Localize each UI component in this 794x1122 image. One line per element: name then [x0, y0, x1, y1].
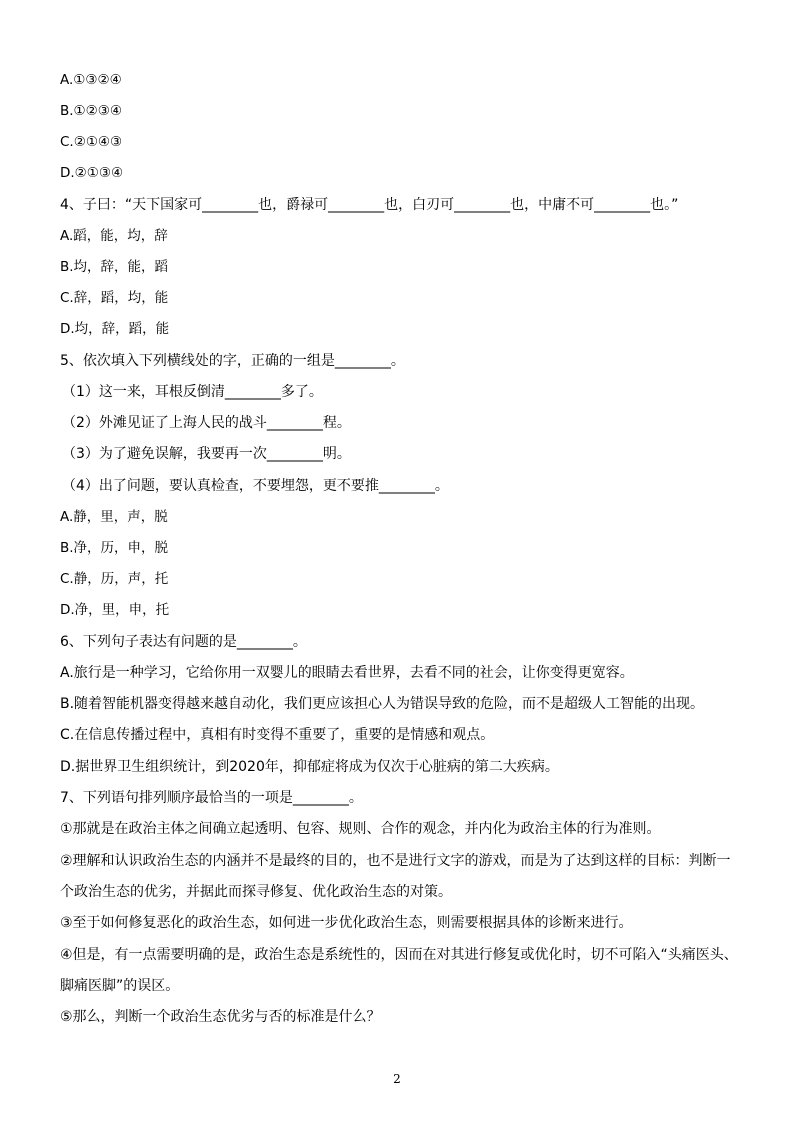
option-b-q4: B.均，辞，能，蹈	[60, 259, 169, 275]
question-5-item-1: （1）这一来，耳根反倒清________多了。	[62, 384, 323, 400]
question-5-item-3: （3）为了避免误解，我要再一次________明。	[62, 446, 351, 462]
sentence-2: ②理解和认识政治生态的内涵并不是最终的目的，也不是进行文字的游戏，而是为了达到这样的目标：判断一个政治生态的优劣，并据此而探寻修复、优化政治生态的对策。	[60, 853, 731, 900]
option-c-q5: C.静，历，声，托	[60, 571, 169, 587]
option-d-q5: D.净，里，申，托	[60, 602, 170, 618]
sentence-4: ④但是，有一点需要明确的是，政治生态是系统性的，因而在对其进行修复或优化时，切不可陷入“头痛医头、脚痛医脚”的误区。	[60, 947, 738, 994]
option-a-q5: A.静，里，声，脱	[60, 509, 168, 525]
question-5-item-2: （2）外滩见证了上海人民的战斗________程。	[62, 415, 351, 431]
sentence-3: ③至于如何修复恶化的政治生态，如何进一步优化政治生态，则需要根据具体的诊断来进行。	[60, 915, 633, 931]
sentence-5: ⑤那么，判断一个政治生态优劣与否的标准是什么？	[60, 1009, 381, 1025]
option-a-q6: A.旅行是一种学习，它给你用一双婴儿的眼睛去看世界，去看不同的社会，让你变得更宽容。	[60, 665, 634, 681]
option-d-q3: D.②①③④	[60, 165, 124, 181]
option-a-q3: A.①③②④	[60, 72, 122, 88]
option-b-q6: B.随着智能机器变得越来越自动化，我们更应该担心人为错误导致的危险，而不是超级人工智能的出现。	[60, 696, 705, 712]
option-d-q6: D.据世界卫生组织统计，到2020年，抑郁症将成为仅次于心脏病的第二大疾病。	[60, 759, 559, 775]
question-5: 5、依次填入下列横线处的字，正确的一组是________。	[60, 353, 405, 369]
option-b-q5: B.净，历，申，脱	[60, 540, 169, 556]
question-5-item-4: （4）出了问题，要认真检查，不要埋怨，更不要推________。	[62, 478, 449, 494]
option-c-q4: C.辞，蹈，均，能	[60, 290, 169, 306]
option-a-q4: A.蹈，能，均，辞	[60, 228, 168, 244]
page-number: 2	[393, 1072, 401, 1086]
option-c-q6: C.在信息传播过程中，真相有时变得不重要了，重要的是情感和观点。	[60, 727, 495, 743]
option-d-q4: D.均，辞，蹈，能	[60, 321, 170, 337]
question-6: 6、下列句子表达有问题的是________。	[60, 634, 307, 650]
option-b-q3: B.①②③④	[60, 103, 122, 119]
question-4: 4、子曰：“天下国家可________也，爵禄可________也，白刃可________也，中庸不可________也。”	[60, 197, 679, 213]
sentence-1: ①那就是在政治主体之间确立起透明、包容、规则、合作的观念，并内化为政治主体的行为准则。	[60, 821, 661, 837]
question-7: 7、下列语句排列顺序最恰当的一项是________。	[60, 790, 363, 806]
option-c-q3: C.②①④③	[60, 134, 123, 150]
